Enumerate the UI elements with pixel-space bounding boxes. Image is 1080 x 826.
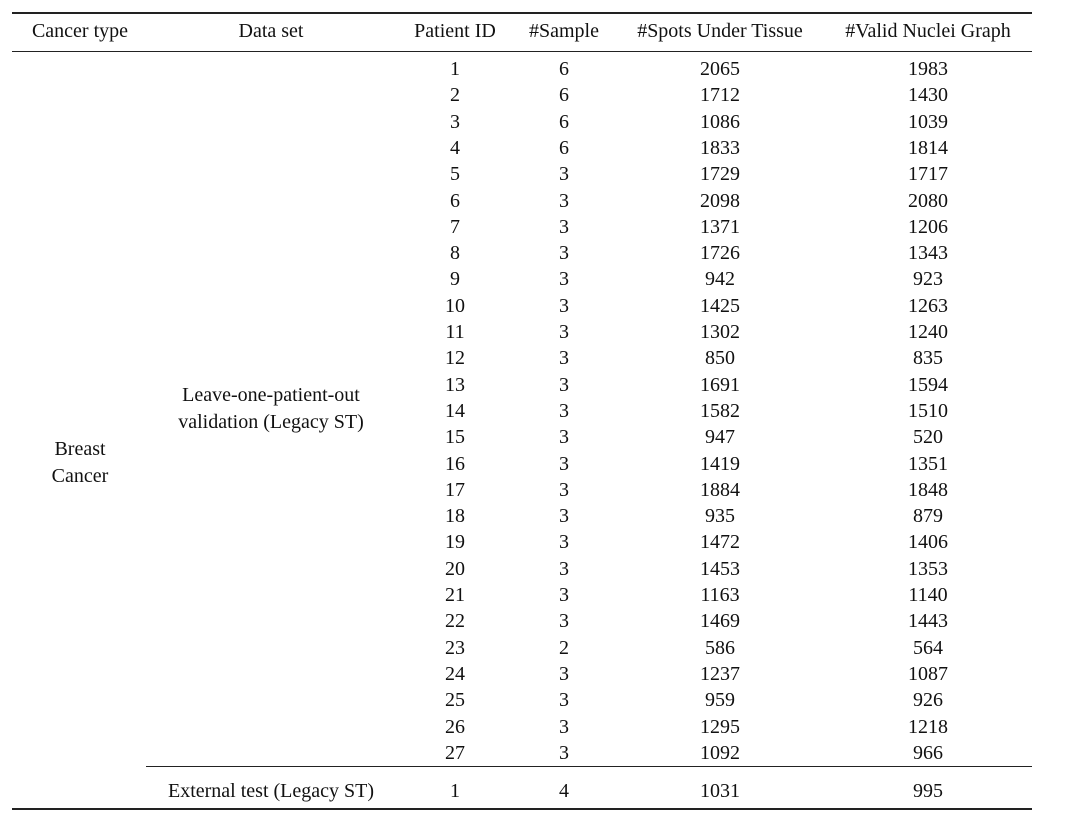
patient-id-cell: 19 xyxy=(445,531,465,553)
sample-count-cell: 3 xyxy=(559,558,569,580)
patient-id-cell: 18 xyxy=(445,505,465,527)
sample-count-cell: 6 xyxy=(559,137,569,159)
spots-cell: 1453 xyxy=(700,558,740,580)
patient-id-cell: 26 xyxy=(445,716,465,738)
header-cancer-type: Cancer type xyxy=(31,20,129,42)
nuclei-cell: 1240 xyxy=(908,321,948,343)
sample-count-cell: 3 xyxy=(559,400,569,422)
spots-cell: 1691 xyxy=(700,374,740,396)
spots-cell: 1582 xyxy=(700,400,740,422)
spots-cell: 1302 xyxy=(700,321,740,343)
table-rule-header xyxy=(12,51,1032,52)
header-nuclei: #Valid Nuclei Graph xyxy=(845,20,1011,42)
dataset-loo-cell xyxy=(146,382,396,436)
nuclei-cell: 564 xyxy=(913,637,943,659)
nuclei-cell: 2080 xyxy=(908,190,948,212)
patient-id-cell: 7 xyxy=(450,216,460,238)
nuclei-cell: 966 xyxy=(913,742,943,764)
header-patient-id: Patient ID xyxy=(414,20,496,42)
patient-id-cell: 27 xyxy=(445,742,465,764)
spots-cell: 1729 xyxy=(700,163,740,185)
sample-count-cell: 3 xyxy=(559,295,569,317)
sample-count-cell: 3 xyxy=(559,663,569,685)
spots-cell: 1371 xyxy=(700,216,740,238)
spots-cell: 947 xyxy=(705,426,735,448)
nuclei-cell: 1218 xyxy=(908,716,948,738)
spots-cell: 586 xyxy=(705,637,735,659)
external-spots: 1031 xyxy=(700,780,740,802)
patient-id-cell: 10 xyxy=(445,295,465,317)
sample-count-cell: 3 xyxy=(559,479,569,501)
sample-count-cell: 3 xyxy=(559,689,569,711)
patient-id-cell: 8 xyxy=(450,242,460,264)
sample-count-cell: 3 xyxy=(559,190,569,212)
nuclei-cell: 926 xyxy=(913,689,943,711)
sample-count-cell: 3 xyxy=(559,321,569,343)
dataset-loo-line-1: Leave-one-patient-out xyxy=(182,384,360,406)
nuclei-cell: 1353 xyxy=(908,558,948,580)
external-sample: 4 xyxy=(559,780,569,802)
sample-count-cell: 3 xyxy=(559,505,569,527)
nuclei-cell: 879 xyxy=(913,505,943,527)
sample-count-cell: 3 xyxy=(559,347,569,369)
sample-count-cell: 3 xyxy=(559,742,569,764)
external-nuclei: 995 xyxy=(913,780,943,802)
patient-id-cell: 16 xyxy=(445,453,465,475)
nuclei-cell: 520 xyxy=(913,426,943,448)
patient-id-cell: 17 xyxy=(445,479,465,501)
external-dataset: External test (Legacy ST) xyxy=(167,780,375,802)
patient-id-cell: 14 xyxy=(445,400,465,422)
patient-id-cell: 5 xyxy=(450,163,460,185)
sample-count-cell: 3 xyxy=(559,216,569,238)
nuclei-cell: 923 xyxy=(913,268,943,290)
patient-id-cell: 21 xyxy=(445,584,465,606)
nuclei-cell: 1351 xyxy=(908,453,948,475)
nuclei-cell: 1814 xyxy=(908,137,948,159)
nuclei-cell: 1983 xyxy=(908,58,948,80)
patient-id-cell: 23 xyxy=(445,637,465,659)
sample-count-cell: 3 xyxy=(559,163,569,185)
patient-id-cell: 24 xyxy=(445,663,465,685)
sample-count-cell: 3 xyxy=(559,453,569,475)
spots-cell: 1472 xyxy=(700,531,740,553)
spots-cell: 1086 xyxy=(700,111,740,133)
nuclei-cell: 1263 xyxy=(908,295,948,317)
patient-id-cell: 25 xyxy=(445,689,465,711)
patient-id-cell: 6 xyxy=(450,190,460,212)
spots-cell: 1712 xyxy=(700,84,740,106)
cancer-type-cell xyxy=(14,436,146,490)
spots-cell: 1425 xyxy=(700,295,740,317)
nuclei-cell: 1087 xyxy=(908,663,948,685)
header-data-set: Data set xyxy=(238,20,304,42)
patient-id-cell: 22 xyxy=(445,610,465,632)
table-rule-top xyxy=(12,12,1032,14)
spots-cell: 850 xyxy=(705,347,735,369)
nuclei-cell: 1717 xyxy=(908,163,948,185)
patient-id-cell: 12 xyxy=(445,347,465,369)
spots-cell: 1295 xyxy=(700,716,740,738)
patient-id-cell: 20 xyxy=(445,558,465,580)
external-patient-id: 1 xyxy=(450,780,460,802)
sample-count-cell: 6 xyxy=(559,58,569,80)
header-sample: #Sample xyxy=(529,20,599,42)
sample-count-cell: 2 xyxy=(559,637,569,659)
nuclei-cell: 1430 xyxy=(908,84,948,106)
sample-count-cell: 3 xyxy=(559,716,569,738)
spots-cell: 1726 xyxy=(700,242,740,264)
spots-cell: 1092 xyxy=(700,742,740,764)
patient-id-cell: 3 xyxy=(450,111,460,133)
spots-cell: 1419 xyxy=(700,453,740,475)
table-rule-bottom xyxy=(12,808,1032,810)
nuclei-cell: 1140 xyxy=(908,584,948,606)
cancer-type-line-2: Cancer xyxy=(51,465,109,487)
patient-id-cell: 1 xyxy=(450,58,460,80)
nuclei-cell: 835 xyxy=(913,347,943,369)
dataset-loo-line-2: validation (Legacy ST) xyxy=(178,411,364,433)
patient-id-cell: 4 xyxy=(450,137,460,159)
sample-count-cell: 3 xyxy=(559,242,569,264)
spots-cell: 1237 xyxy=(700,663,740,685)
sample-count-cell: 3 xyxy=(559,268,569,290)
sample-count-cell: 3 xyxy=(559,584,569,606)
table-rule-external xyxy=(146,766,1032,767)
spots-cell: 2098 xyxy=(700,190,740,212)
nuclei-cell: 1343 xyxy=(908,242,948,264)
patient-id-cell: 2 xyxy=(450,84,460,106)
sample-count-cell: 3 xyxy=(559,374,569,396)
patient-id-cell: 15 xyxy=(445,426,465,448)
patient-id-cell: 13 xyxy=(445,374,465,396)
sample-count-cell: 3 xyxy=(559,426,569,448)
nuclei-cell: 1443 xyxy=(908,610,948,632)
sample-count-cell: 6 xyxy=(559,111,569,133)
nuclei-cell: 1039 xyxy=(908,111,948,133)
nuclei-cell: 1206 xyxy=(908,216,948,238)
spots-cell: 1163 xyxy=(700,584,740,606)
spots-cell: 1469 xyxy=(700,610,740,632)
spots-cell: 935 xyxy=(705,505,735,527)
nuclei-cell: 1510 xyxy=(908,400,948,422)
nuclei-cell: 1594 xyxy=(908,374,948,396)
cancer-type-line-1: Breast xyxy=(54,438,106,460)
nuclei-cell: 1848 xyxy=(908,479,948,501)
spots-cell: 959 xyxy=(705,689,735,711)
spots-cell: 942 xyxy=(705,268,735,290)
spots-cell: 1884 xyxy=(700,479,740,501)
spots-cell: 2065 xyxy=(700,58,740,80)
header-spots: #Spots Under Tissue xyxy=(637,20,803,42)
sample-count-cell: 3 xyxy=(559,531,569,553)
nuclei-cell: 1406 xyxy=(908,531,948,553)
sample-count-cell: 3 xyxy=(559,610,569,632)
patient-id-cell: 9 xyxy=(450,268,460,290)
spots-cell: 1833 xyxy=(700,137,740,159)
patient-id-cell: 11 xyxy=(445,321,465,343)
sample-count-cell: 6 xyxy=(559,84,569,106)
